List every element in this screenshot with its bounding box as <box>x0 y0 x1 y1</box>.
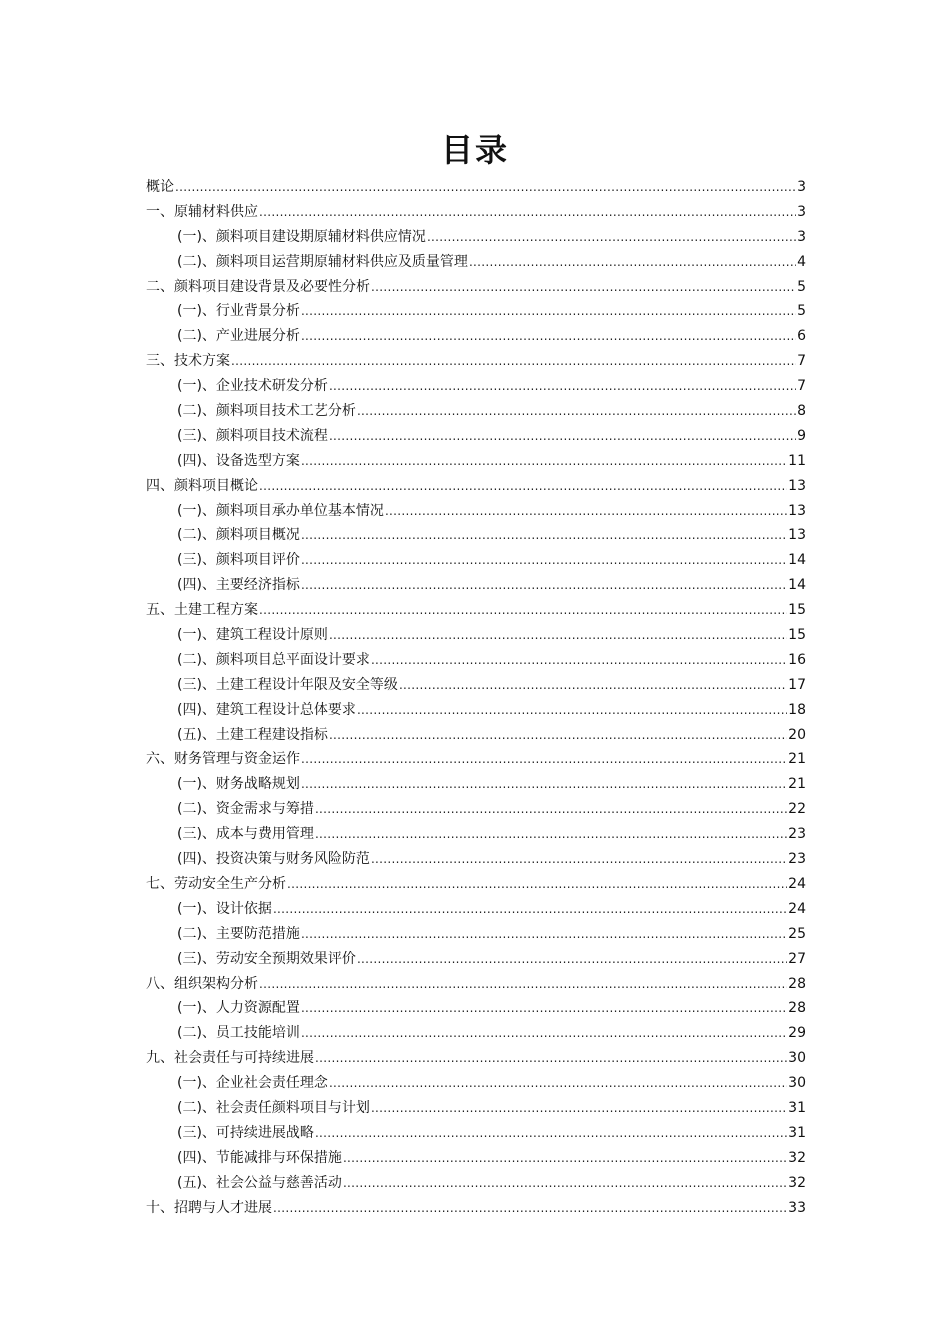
toc-dot-leader <box>357 947 787 972</box>
toc-section-entry[interactable] <box>146 548 806 573</box>
toc-entry-label: (二)、资金需求与筹措 <box>177 801 314 818</box>
toc-entry-label: (四)、投资决策与财务风险防范 <box>177 851 370 868</box>
toc-entry-label: 四、颜料项目概论 <box>146 477 258 494</box>
toc-chapter-entry[interactable] <box>146 474 806 499</box>
toc-entry-label: (一)、企业社会责任理念 <box>177 1075 328 1092</box>
toc-entry-label: 三、技术方案 <box>146 353 230 370</box>
toc-section-entry[interactable] <box>146 648 806 673</box>
toc-page-number: 14 <box>788 577 806 594</box>
toc-dot-leader <box>315 1121 787 1146</box>
toc-dot-leader <box>301 523 787 548</box>
toc-entry-label: (三)、可持续进展战略 <box>177 1124 314 1141</box>
toc-dot-leader <box>301 548 787 573</box>
toc-entry-label: (五)、社会公益与慈善活动 <box>177 1174 342 1191</box>
toc-section-entry[interactable] <box>146 225 806 250</box>
toc-section-entry[interactable] <box>146 772 806 797</box>
toc-dot-leader <box>315 1046 787 1071</box>
toc-page-number: 28 <box>788 975 806 992</box>
page-title: 目录 <box>440 131 509 169</box>
toc-entry-label: 概论 <box>146 179 174 195</box>
toc-entry-label: 五、土建工程方案 <box>146 602 258 619</box>
toc-section-entry[interactable] <box>146 499 806 524</box>
toc-dot-leader <box>357 399 796 424</box>
toc-chapter-entry[interactable] <box>146 747 806 772</box>
toc-section-entry[interactable] <box>146 324 806 349</box>
toc-entry-label: (一)、行业背景分析 <box>177 303 300 320</box>
toc-entry-label: (二)、社会责任颜料项目与计划 <box>177 1099 370 1116</box>
toc-section-entry[interactable] <box>146 1096 806 1121</box>
toc-entry-label: (二)、颜料项目技术工艺分析 <box>177 403 356 420</box>
toc-dot-leader <box>385 499 787 524</box>
toc-entry-label: (二)、员工技能培训 <box>177 1025 300 1042</box>
toc-entry-label: (一)、建筑工程设计原则 <box>177 627 328 644</box>
toc-dot-leader <box>343 1146 787 1171</box>
toc-page-number: 7 <box>797 378 806 395</box>
toc-page-number: 27 <box>788 950 806 967</box>
toc-section-entry[interactable] <box>146 399 806 424</box>
toc-section-entry[interactable] <box>146 523 806 548</box>
toc-page-number: 15 <box>788 627 806 644</box>
toc-section-entry[interactable] <box>146 1146 806 1171</box>
toc-page-number: 25 <box>788 925 806 942</box>
toc-page-number: 30 <box>788 1075 806 1092</box>
toc-entry-label: (二)、颜料项目总平面设计要求 <box>177 651 370 668</box>
toc-section-entry[interactable] <box>146 947 806 972</box>
toc-chapter-entry[interactable] <box>146 1196 806 1221</box>
toc-entry-label: (一)、颜料项目承办单位基本情况 <box>177 502 384 519</box>
toc-page-number: 24 <box>788 900 806 917</box>
toc-section-entry[interactable] <box>146 623 806 648</box>
toc-dot-leader <box>301 1021 787 1046</box>
toc-entry-label: (三)、成本与费用管理 <box>177 826 314 843</box>
toc-entry-label: (一)、颜料项目建设期原辅材料供应情况 <box>177 228 426 245</box>
toc-page-number: 9 <box>797 427 806 444</box>
toc-page-number: 21 <box>788 751 806 768</box>
toc-dot-leader <box>329 1071 787 1096</box>
toc-dot-leader <box>357 698 787 723</box>
toc-entry-label: (二)、颜料项目运营期原辅材料供应及质量管理 <box>177 253 468 270</box>
toc-section-entry[interactable] <box>146 822 806 847</box>
toc-page-number: 5 <box>797 303 806 320</box>
toc-entry-label: (三)、颜料项目评价 <box>177 552 300 569</box>
toc-dot-leader <box>371 1096 787 1121</box>
toc-page-number: 22 <box>788 801 806 818</box>
toc-section-entry[interactable] <box>146 424 806 449</box>
toc-page-number: 32 <box>788 1149 806 1166</box>
toc-dot-leader <box>371 847 787 872</box>
toc-section-entry[interactable] <box>146 299 806 324</box>
toc-page-number: 33 <box>788 1199 806 1216</box>
toc-entry-label: 二、颜料项目建设背景及必要性分析 <box>146 278 370 295</box>
toc-section-entry[interactable] <box>146 996 806 1021</box>
toc-dot-leader <box>427 225 796 250</box>
toc-entry-label: (一)、财务战略规划 <box>177 776 300 793</box>
toc-page-number: 11 <box>788 452 806 469</box>
toc-section-entry[interactable] <box>146 1071 806 1096</box>
toc-chapter-entry[interactable] <box>146 598 806 623</box>
toc-section-entry[interactable] <box>146 897 806 922</box>
toc-page-number: 3 <box>797 228 806 245</box>
toc-section-entry[interactable] <box>146 374 806 399</box>
toc-entry-label: (五)、土建工程建设指标 <box>177 726 328 743</box>
toc-page-number: 23 <box>788 851 806 868</box>
toc-entry-label: (三)、颜料项目技术流程 <box>177 427 328 444</box>
toc-section-entry[interactable] <box>146 573 806 598</box>
toc-dot-leader <box>231 349 796 374</box>
toc-chapter-entry[interactable] <box>146 972 806 997</box>
toc-entry-label: (三)、劳动安全预期效果评价 <box>177 950 356 967</box>
toc-dot-leader <box>301 772 787 797</box>
toc-page-number: 14 <box>788 552 806 569</box>
toc-page-number: 6 <box>797 328 806 345</box>
toc-entry-label: (一)、企业技术研发分析 <box>177 378 328 395</box>
toc-dot-leader <box>259 474 787 499</box>
toc-dot-leader <box>329 424 796 449</box>
toc-section-entry[interactable] <box>146 922 806 947</box>
toc-dot-leader <box>315 822 787 847</box>
toc-page-number: 3 <box>797 179 806 195</box>
toc-section-entry[interactable] <box>146 1171 806 1196</box>
toc-dot-leader <box>259 598 787 623</box>
toc-section-entry[interactable] <box>146 1021 806 1046</box>
toc-page-number: 17 <box>788 676 806 693</box>
toc-dot-leader <box>371 275 796 300</box>
toc-section-entry[interactable] <box>146 723 806 748</box>
toc-section-entry[interactable] <box>146 847 806 872</box>
toc-section-entry[interactable] <box>146 698 806 723</box>
toc-page-number: 31 <box>788 1124 806 1141</box>
toc-dot-leader <box>301 996 787 1021</box>
toc-chapter-entry[interactable] <box>146 200 806 225</box>
toc-section-entry[interactable] <box>146 250 806 275</box>
toc-page-number: 16 <box>788 651 806 668</box>
toc-page-number: 18 <box>788 701 806 718</box>
toc-page-number: 4 <box>797 253 806 270</box>
toc-entry-label: 六、财务管理与资金运作 <box>146 751 300 768</box>
toc-dot-leader <box>469 250 796 275</box>
toc-dot-leader <box>329 623 787 648</box>
toc-dot-leader <box>273 1196 787 1221</box>
toc-entry-label: 十、招聘与人才进展 <box>146 1199 272 1216</box>
toc-entry-label: 八、组织架构分析 <box>146 975 258 992</box>
toc-dot-leader <box>287 872 787 897</box>
toc-dot-leader <box>301 449 787 474</box>
toc-page-number: 24 <box>788 875 806 892</box>
toc-page-number: 30 <box>788 1050 806 1067</box>
toc-entry-label: (二)、产业进展分析 <box>177 328 300 345</box>
toc-page-number: 3 <box>797 203 806 220</box>
toc-entry-label: (一)、设计依据 <box>177 900 272 917</box>
toc-entry-label: (一)、人力资源配置 <box>177 1000 300 1017</box>
toc-page-number: 20 <box>788 726 806 743</box>
toc-entry-label: 一、原辅材料供应 <box>146 203 258 220</box>
toc-entry-label: (四)、设备选型方案 <box>177 452 300 469</box>
toc-page-number: 31 <box>788 1099 806 1116</box>
toc-dot-leader <box>399 673 787 698</box>
toc-entry-label: 九、社会责任与可持续进展 <box>146 1050 314 1067</box>
toc-page-number: 8 <box>797 403 806 420</box>
toc-page-number: 15 <box>788 602 806 619</box>
toc-page-number: 7 <box>797 353 806 370</box>
toc-chapter-entry[interactable] <box>146 872 806 897</box>
toc-dot-leader <box>259 972 787 997</box>
toc-page-number: 29 <box>788 1025 806 1042</box>
toc-entry-label: (二)、颜料项目概况 <box>177 527 300 544</box>
toc-entry-label: (四)、节能减排与环保措施 <box>177 1149 342 1166</box>
toc-dot-leader <box>329 374 796 399</box>
toc-entry-label: (二)、主要防范措施 <box>177 925 300 942</box>
toc-page-number: 5 <box>797 278 806 295</box>
toc-chapter-entry[interactable] <box>146 1046 806 1071</box>
toc-dot-leader <box>315 797 787 822</box>
toc-chapter-entry[interactable] <box>146 349 806 374</box>
toc-page-number: 13 <box>788 477 806 494</box>
toc-dot-leader <box>175 175 796 200</box>
toc-dot-leader <box>301 747 787 772</box>
toc-dot-leader <box>259 200 796 225</box>
toc-section-entry[interactable] <box>146 1121 806 1146</box>
toc-page-number: 32 <box>788 1174 806 1191</box>
toc-dot-leader <box>301 922 787 947</box>
toc-dot-leader <box>301 573 787 598</box>
toc-dot-leader <box>329 723 787 748</box>
toc-section-entry[interactable] <box>146 797 806 822</box>
toc-entry-label: (四)、建筑工程设计总体要求 <box>177 701 356 718</box>
toc-dot-leader <box>273 897 787 922</box>
toc-chapter-entry[interactable] <box>146 175 806 200</box>
toc-entry-label: 七、劳动安全生产分析 <box>146 875 286 892</box>
toc-dot-leader <box>343 1171 787 1196</box>
table-of-contents <box>146 175 806 1220</box>
toc-dot-leader <box>301 324 796 349</box>
toc-dot-leader <box>371 648 787 673</box>
toc-page-number: 13 <box>788 502 806 519</box>
toc-chapter-entry[interactable] <box>146 275 806 300</box>
toc-entry-label: (三)、土建工程设计年限及安全等级 <box>177 676 398 693</box>
toc-page-number: 28 <box>788 1000 806 1017</box>
toc-dot-leader <box>301 299 796 324</box>
toc-entry-label: (四)、主要经济指标 <box>177 577 300 594</box>
toc-section-entry[interactable] <box>146 673 806 698</box>
toc-page-number: 13 <box>788 527 806 544</box>
toc-page-number: 23 <box>788 826 806 843</box>
toc-page-number: 21 <box>788 776 806 793</box>
toc-section-entry[interactable] <box>146 449 806 474</box>
